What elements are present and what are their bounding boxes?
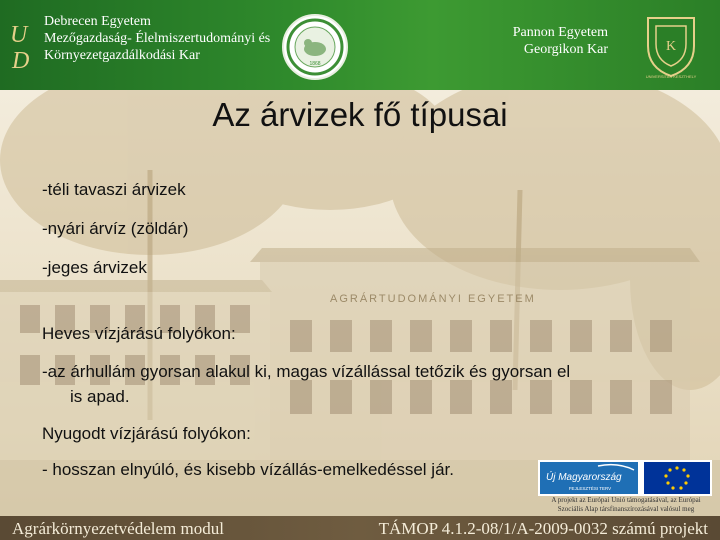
header-right-line: Georgikon Kar <box>523 42 608 57</box>
header-left-line: Debrecen Egyetem <box>44 14 151 29</box>
body-line: Nyugodt vízjárású folyókon: <box>42 424 251 443</box>
eu-disclaimer-line: A projekt az Európai Unió támogatásával, az Európai <box>551 496 701 504</box>
body-line: -nyári árvíz (zöldár) <box>42 219 189 238</box>
footer-module-name: Agrárkörnyezetvédelem modul <box>12 519 224 538</box>
body-line: - hosszan elnyúló, és kisebb vízállás-emelkedéssel jár. <box>42 460 454 479</box>
svg-text:U: U <box>10 22 28 48</box>
pannon-university-crest-icon <box>640 12 702 80</box>
svg-text:K: K <box>665 39 677 54</box>
building-sign: AGRÁRTUDOMÁNYI EGYETEM <box>330 293 536 305</box>
footer-project-id: TÁMOP 4.1.2-08/1/A-2009-0032 számú projekt <box>378 519 708 538</box>
header-right-institution <box>500 24 608 58</box>
uj-magyarorszag-logo-icon <box>540 462 638 494</box>
body-line: -téli tavaszi árvizek <box>42 180 186 199</box>
slide-title: Az árvizek fő típusai <box>212 96 508 133</box>
eu-disclaimer <box>536 496 716 514</box>
header-right-line: Pannon Egyetem <box>512 25 608 40</box>
uj-magyarorszag-text: Új Magyarország <box>546 472 622 483</box>
seal-caption: 1868 <box>309 61 321 67</box>
svg-text:D: D <box>12 48 30 74</box>
uj-magyarorszag-subtext: FEJLESZTÉSI TERV <box>568 486 612 491</box>
body-line: -jeges árvizek <box>42 258 147 277</box>
header-left-line: Mezőgazdaság- Élelmiszertudományi és <box>44 31 271 46</box>
body-line: -az árhullám gyorsan alakul ki, magas vízállással tetőzik és gyorsan el <box>42 362 571 381</box>
university-of-debrecen-logo-icon <box>8 16 38 74</box>
header-left-institution <box>44 13 284 64</box>
faculty-seal-icon <box>282 14 348 80</box>
footer-bar <box>0 516 720 540</box>
body-line: Heves vízjárású folyókon: <box>42 324 236 343</box>
header-left-line: Környezetgazdálkodási Kar <box>44 48 200 63</box>
background-building-photo <box>0 90 720 516</box>
eu-disclaimer-line: Szociális Alap társfinanszírozásával valósul meg <box>557 505 695 513</box>
eu-flag-icon <box>644 462 710 494</box>
crest-caption: UNIVERSITAS KESZTHELY <box>645 74 697 79</box>
body-line-continuation: is apad. <box>70 387 130 406</box>
header-banner <box>0 0 720 90</box>
